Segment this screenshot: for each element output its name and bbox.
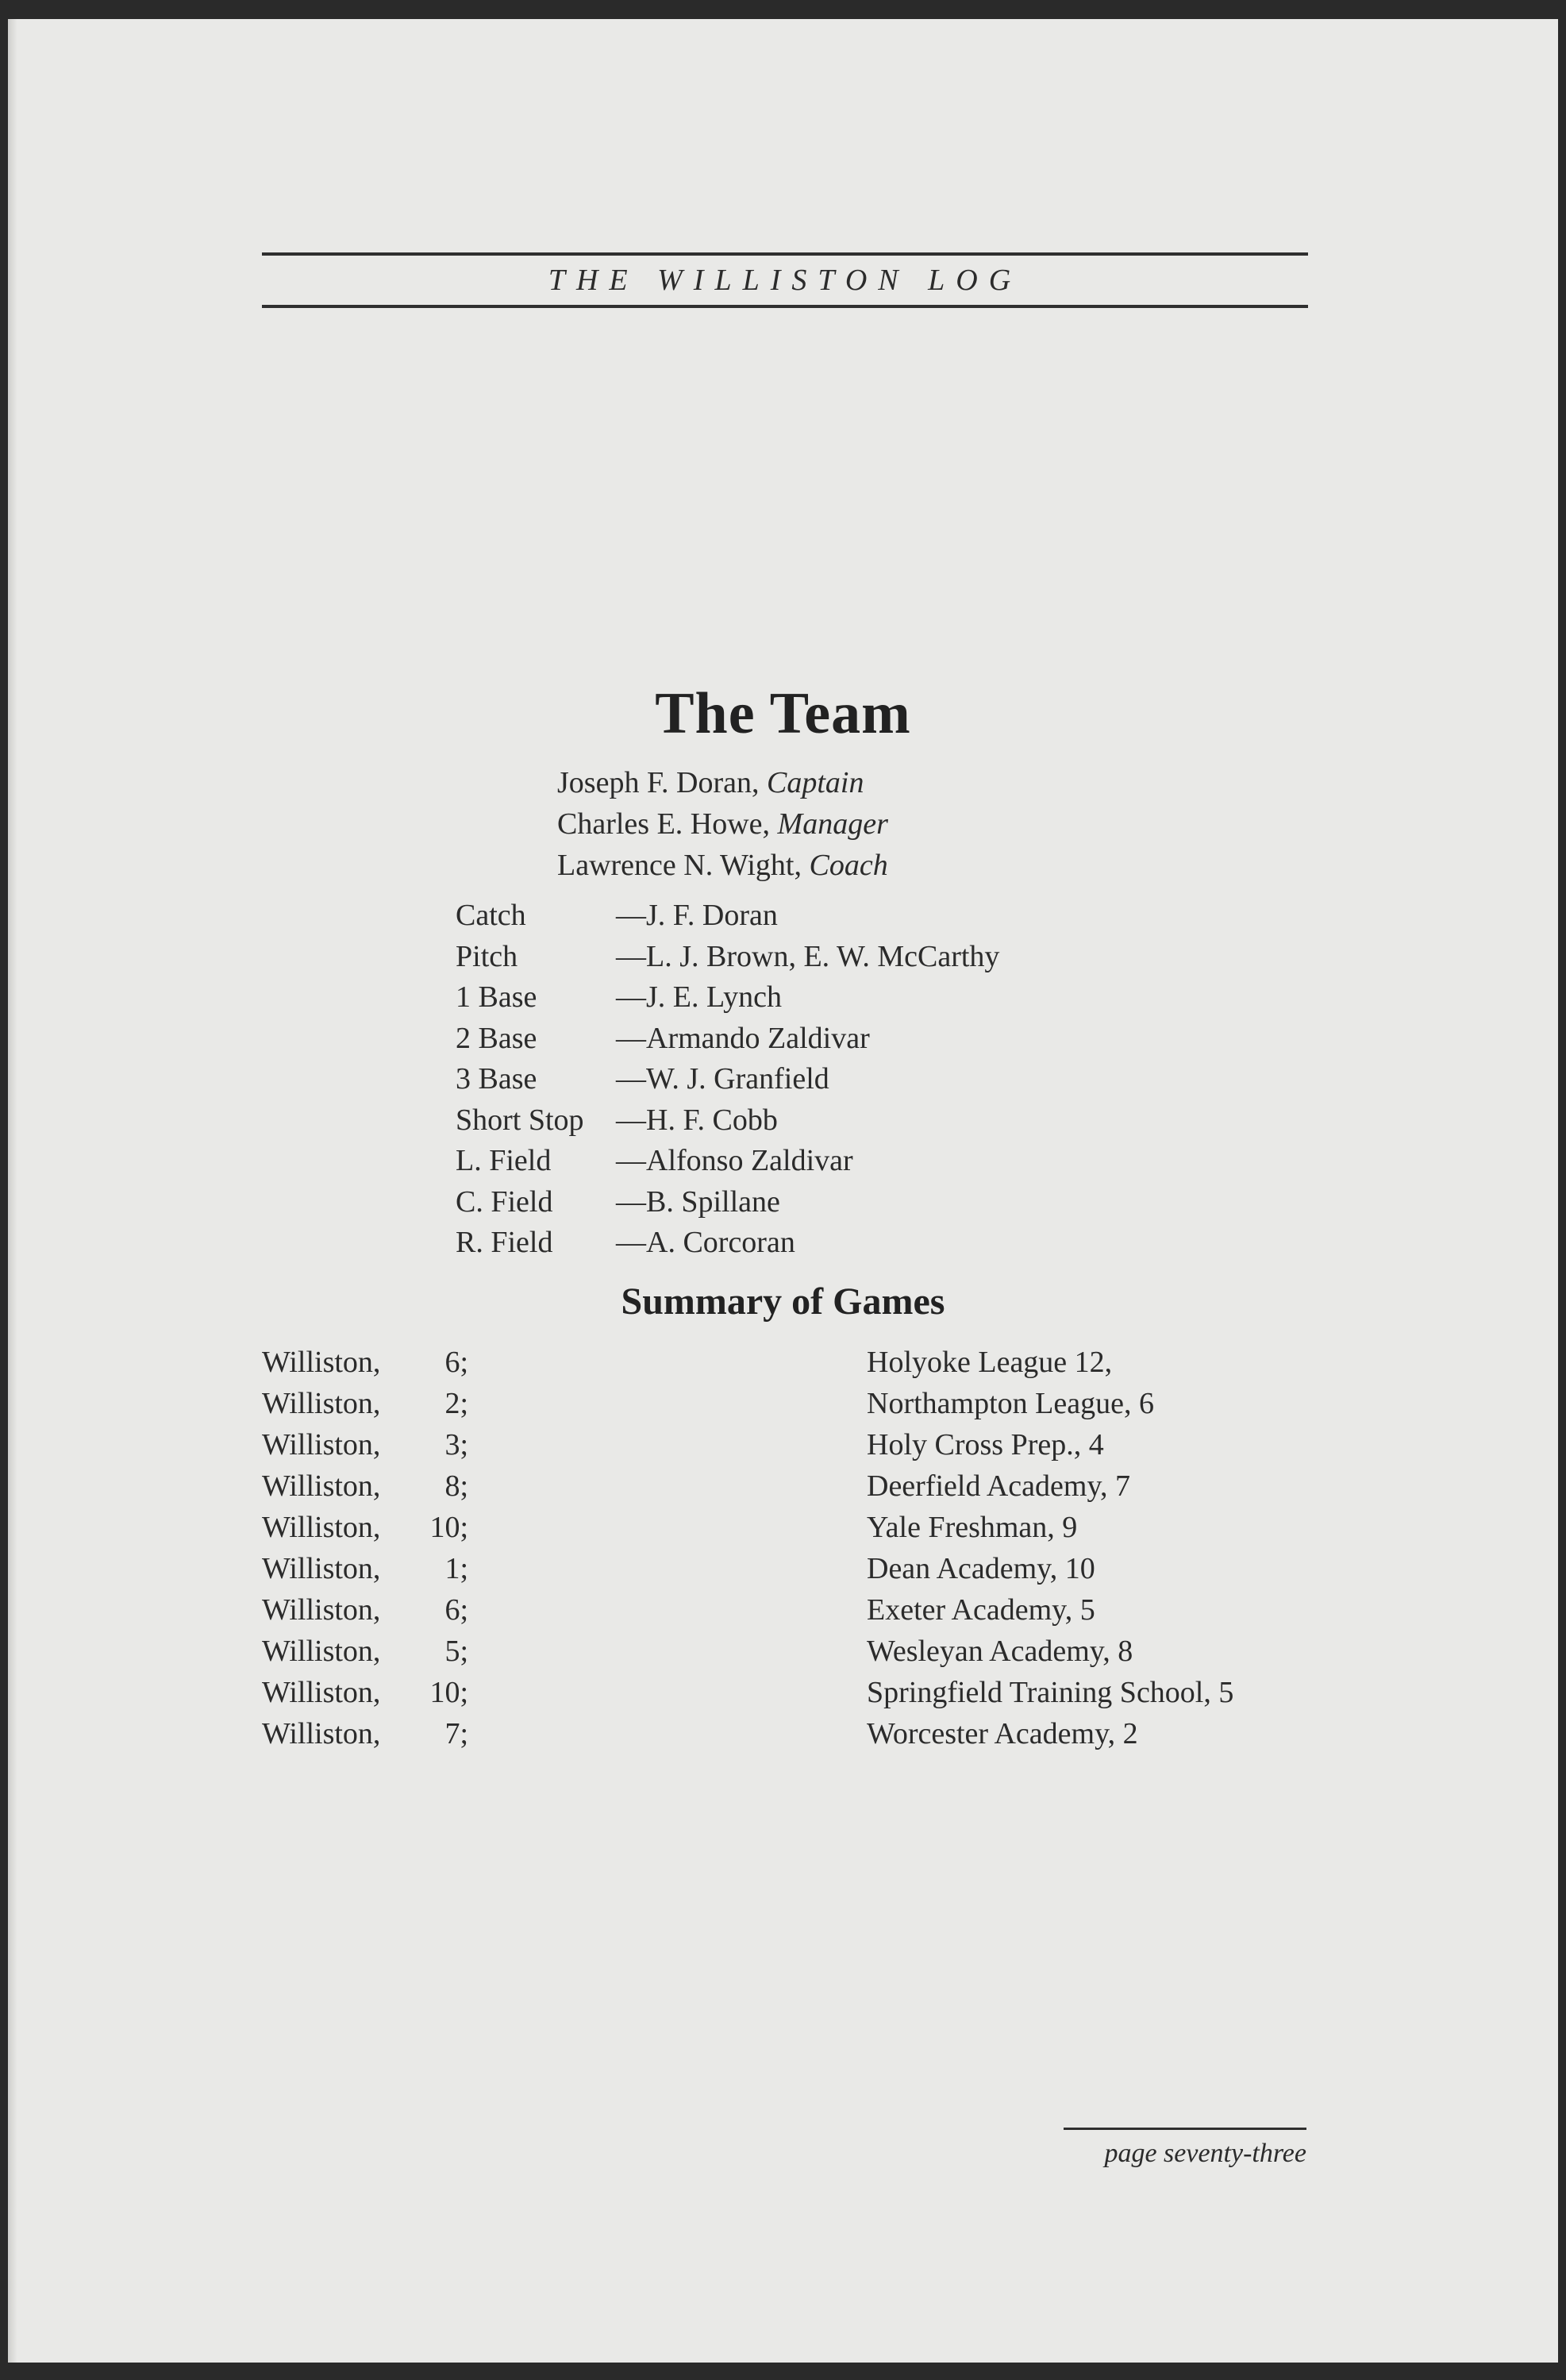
score-row — [262, 1713, 468, 1754]
score-row — [262, 1672, 468, 1713]
score-value: 6; — [444, 1346, 468, 1379]
position-name: Short Stop — [456, 1103, 584, 1137]
opponent-result: Northampton League, 6 — [867, 1387, 1154, 1420]
opponent-result: Worcester Academy, 2 — [867, 1717, 1138, 1750]
score-row — [262, 1631, 468, 1672]
score-team: Williston, — [262, 1593, 381, 1627]
officer-name: Charles E. Howe, — [557, 807, 778, 841]
officer-role: Coach — [809, 849, 888, 882]
position-name: Pitch — [456, 939, 518, 973]
position-name: Catch — [456, 899, 526, 932]
score-value: 7; — [444, 1717, 468, 1750]
officer-role: Captain — [767, 766, 864, 799]
running-header — [262, 232, 1308, 310]
score-value: 3; — [444, 1428, 468, 1462]
score-team: Williston, — [262, 1511, 381, 1544]
opponent-result: Wesleyan Academy, 8 — [867, 1635, 1133, 1668]
officer-role: Manager — [777, 807, 888, 841]
position-name: C. Field — [456, 1184, 553, 1219]
score-team: Williston, — [262, 1717, 381, 1750]
position-players: —Alfonso Zaldivar — [616, 1144, 853, 1177]
position-players: —B. Spillane — [616, 1184, 780, 1219]
score-row — [262, 1589, 468, 1631]
score-team: Williston, — [262, 1469, 381, 1503]
opponent-result: Yale Freshman, 9 — [867, 1511, 1078, 1544]
score-team: Williston, — [262, 1676, 381, 1709]
header-title: THE WILLISTON LOG — [548, 264, 1022, 297]
position-players: —L. J. Brown, E. W. McCarthy — [616, 939, 1000, 973]
officers-list — [557, 762, 888, 886]
opponent-result: Exeter Academy, 5 — [867, 1593, 1095, 1627]
footer-rule — [1064, 2128, 1306, 2130]
score-value: 8; — [444, 1469, 468, 1503]
opponent-result: Holyoke League 12, — [867, 1346, 1113, 1379]
officer-line — [557, 762, 888, 803]
score-row — [262, 1424, 468, 1465]
position-players: —J. F. Doran — [616, 899, 778, 932]
score-value: 5; — [444, 1635, 468, 1668]
position-name: R. Field — [456, 1226, 553, 1259]
position-players: —J. E. Lynch — [616, 980, 782, 1014]
score-team: Williston, — [262, 1428, 381, 1462]
williston-scores-column — [262, 1342, 468, 1754]
position-players: —W. J. Granfield — [616, 1062, 829, 1096]
score-value: 1; — [444, 1552, 468, 1585]
opponent-result: Deerfield Academy, 7 — [867, 1469, 1130, 1503]
score-value: 10; — [429, 1511, 468, 1544]
score-row — [262, 1548, 468, 1589]
position-players: —Armando Zaldivar — [616, 1021, 870, 1055]
score-team: Williston, — [262, 1346, 381, 1379]
position-name: 2 Base — [456, 1021, 537, 1055]
page-number-label: page seventy-three — [1104, 2139, 1306, 2168]
position-name: L. Field — [456, 1144, 552, 1177]
position-name: 1 Base — [456, 980, 537, 1014]
opponent-result: Holy Cross Prep., 4 — [867, 1428, 1104, 1462]
score-value: 6; — [444, 1593, 468, 1627]
team-heading: The Team — [655, 681, 911, 746]
score-row — [262, 1507, 468, 1548]
header-top-rule — [262, 252, 1308, 256]
score-value: 2; — [444, 1387, 468, 1420]
position-name: 3 Base — [456, 1062, 537, 1096]
summary-heading: Summary of Games — [621, 1281, 945, 1323]
opponent-result: Springfield Training School, 5 — [867, 1676, 1234, 1709]
score-value: 10; — [429, 1676, 468, 1709]
score-team: Williston, — [262, 1635, 381, 1668]
score-team: Williston, — [262, 1387, 381, 1420]
score-row — [262, 1465, 468, 1507]
score-row — [262, 1383, 468, 1424]
position-players: —A. Corcoran — [616, 1226, 795, 1259]
opponents-column — [867, 1342, 1233, 1754]
score-row — [262, 1342, 468, 1383]
opponent-result: Dean Academy, 10 — [867, 1552, 1095, 1585]
page-footer — [1064, 2128, 1306, 2171]
position-players: —H. F. Cobb — [616, 1103, 778, 1137]
officer-name: Lawrence N. Wight, — [557, 849, 810, 882]
score-team: Williston, — [262, 1552, 381, 1585]
officer-line — [557, 845, 888, 886]
page-spine-shadow — [8, 19, 17, 2363]
officer-line — [557, 803, 888, 845]
document-page — [8, 19, 1558, 2363]
header-bottom-rule — [262, 305, 1308, 308]
officer-name: Joseph F. Doran, — [557, 766, 767, 799]
